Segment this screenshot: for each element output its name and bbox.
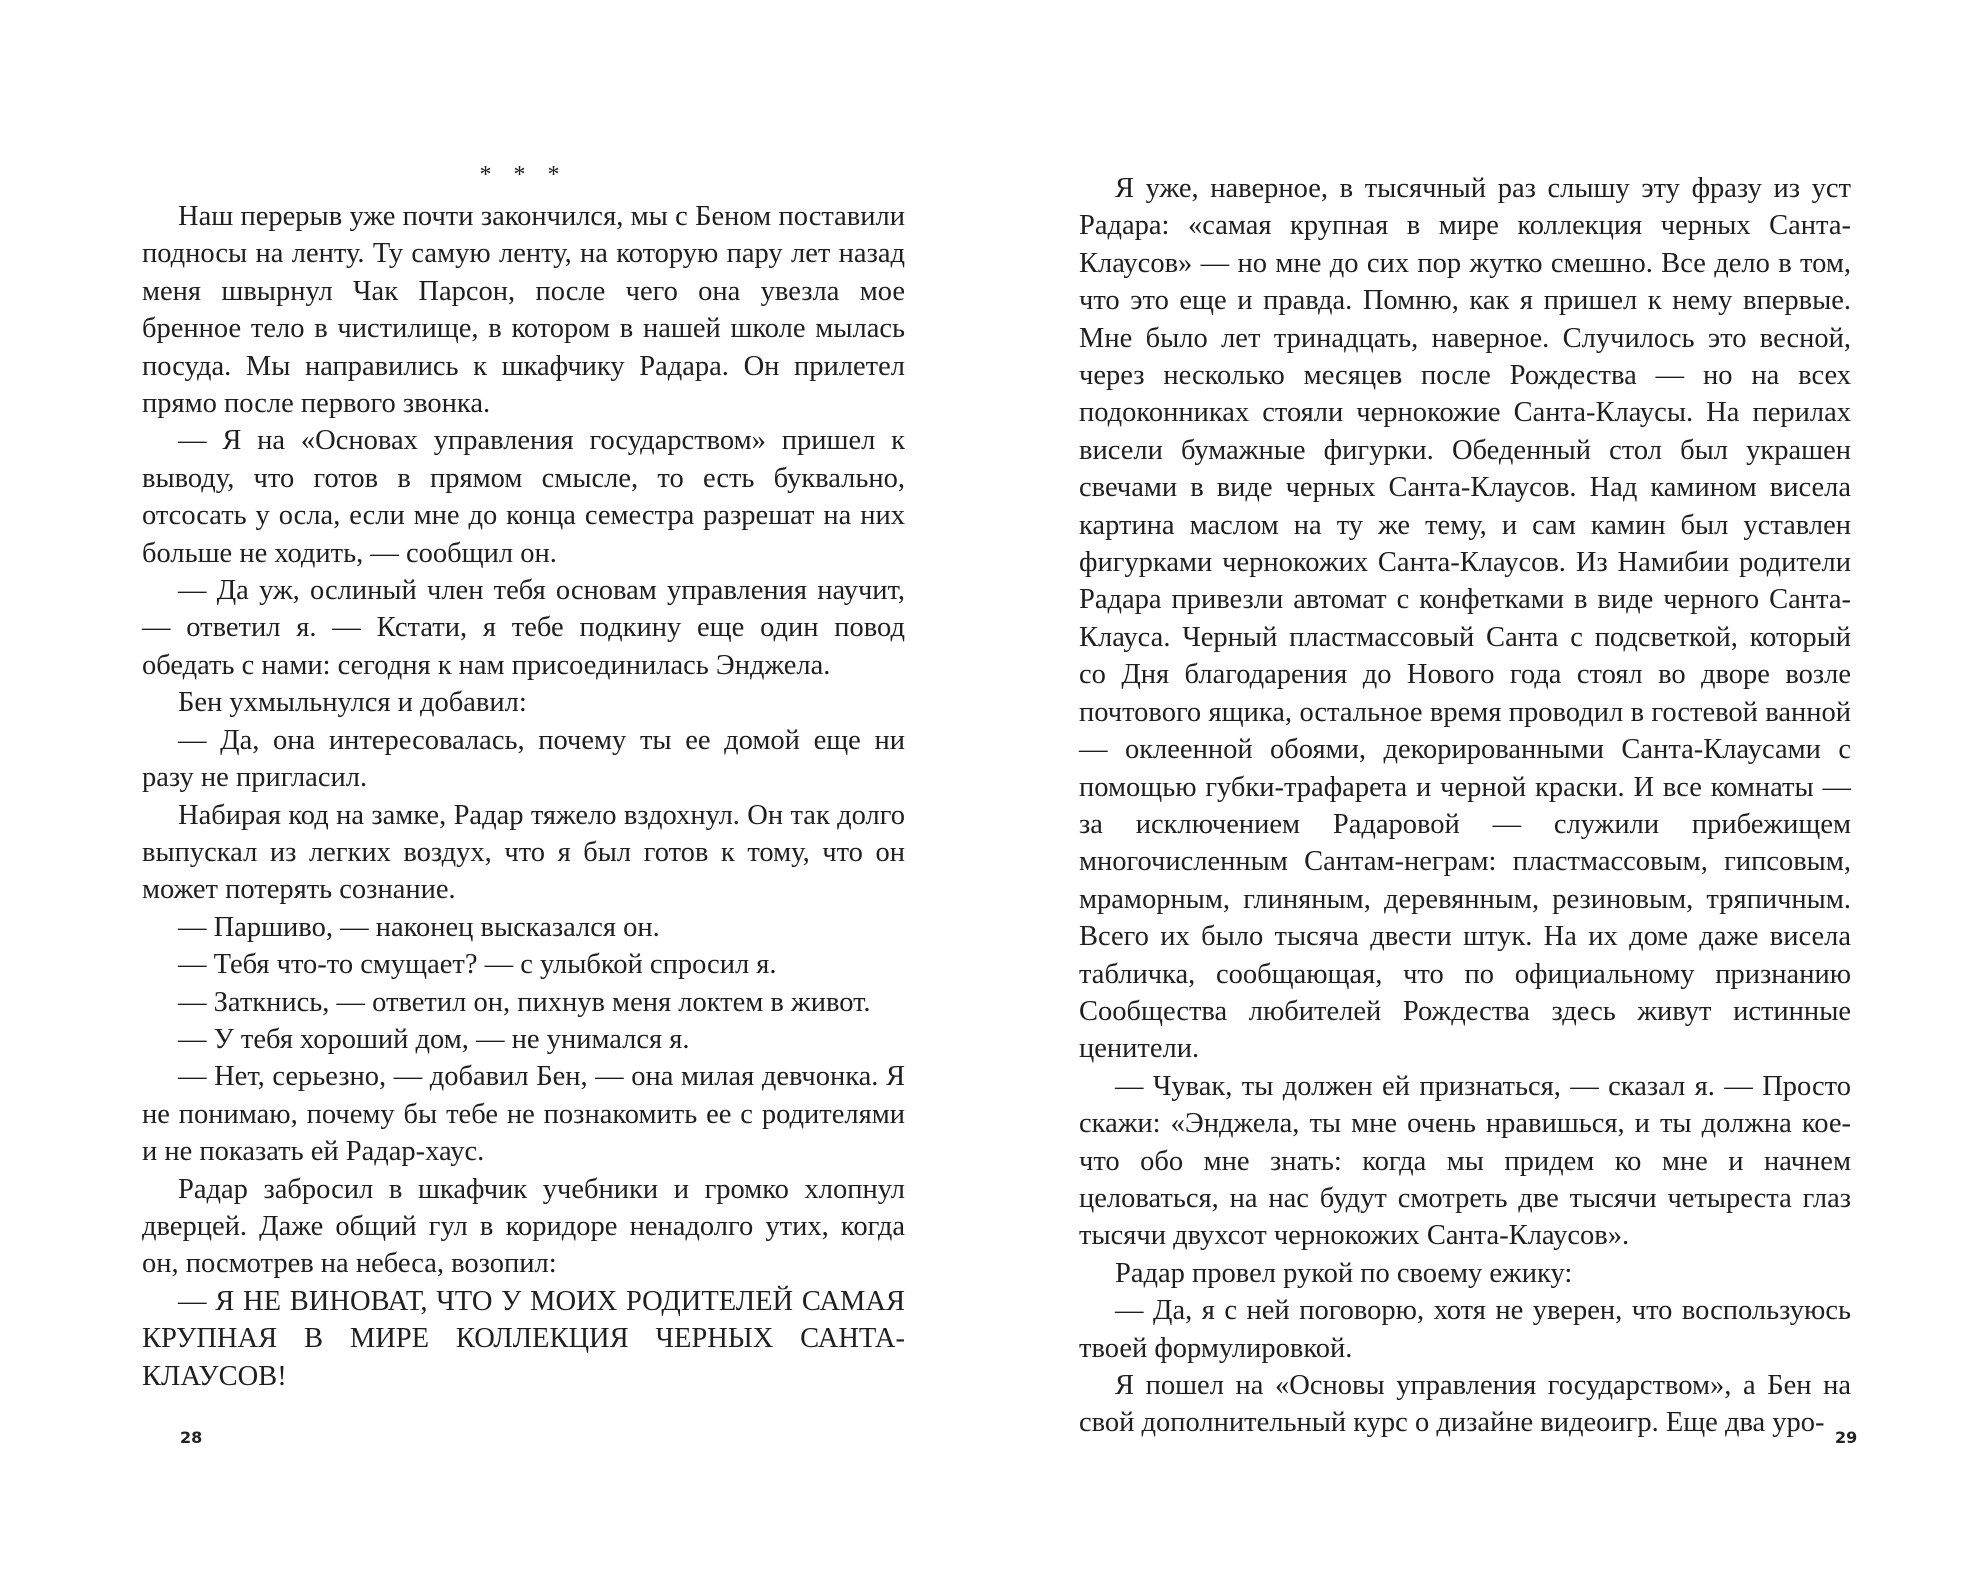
paragraph: — У тебя хороший дом, — не унимался я. xyxy=(178,1023,690,1055)
paragraph: — Да уж, ослиный член тебя основам управления научит, — ответил я. — Кстати, я тебе подкину еще один повод обедать с нами: сегодня к нам присоединилась Энджела. xyxy=(142,575,905,681)
paragraph: — Да, она интересовалась, почему ты ее домой еще ни разу не пригласил. xyxy=(142,724,905,794)
paragraph: — Я НЕ ВИНОВАТ, ЧТО У МОИХ РОДИТЕЛЕЙ САМАЯ КРУПНАЯ В МИРЕ КОЛЛЕКЦИЯ ЧЕРНЫХ САНТА-КЛАУСОВ! xyxy=(142,1285,905,1392)
right-page xyxy=(983,0,1966,1586)
right-text-column xyxy=(1079,170,1851,1442)
paragraph: — Заткнись, — ответил он, пихнув меня локтем в живот. xyxy=(178,986,871,1018)
paragraph: — Я на «Основах управления государством» пришел к выводу, что готов в прямом смысле, то есть буквально, отсосать у осла, если мне до конца семестра разрешат на них больше не ходить, — сообщил он. xyxy=(142,425,905,569)
paragraph: — Паршиво, — наконец высказался он. xyxy=(178,911,660,943)
paragraph: — Нет, серьезно, — добавил Бен, — она милая девчонка. Я не понимаю, почему бы тебе не познакомить ее с родителями и не показать ей Радар-хаус. xyxy=(142,1061,905,1168)
paragraph: Радар провел рукой по своему ежику: xyxy=(1115,1257,1573,1289)
paragraph: — Да, я с ней поговорю, хотя не уверен, что воспользуюсь твоей формулировкой. xyxy=(1079,1295,1851,1364)
page-number: 28 xyxy=(180,1428,203,1447)
section-separator: * * * xyxy=(479,162,568,188)
paragraph: — Тебя что-то смущает? — с улыбкой спросил я. xyxy=(178,949,777,981)
page-number: 29 xyxy=(1835,1428,1858,1447)
paragraph: Набирая код на замке, Радар тяжело вздохнул. Он так долго выпускал из легких воздух, что я был готов к тому, что он может потерять сознание. xyxy=(142,799,905,906)
left-text-column xyxy=(142,198,905,1395)
paragraph: Наш перерыв уже почти закончился, мы с Беном поставили подносы на ленту. Ту самую ленту, на которую пару лет назад меня швырнул Чак Парсон, после чего она увезла мое бренное тело в чистилище, в котором в нашей школе мылась посуда. Мы направились к шкафчику Радара. Он прилетел прямо после первого звонка. xyxy=(142,201,905,420)
paragraph: Радар забросил в шкафчик учебники и громко хлопнул дверцей. Даже общий гул в коридоре ненадолго утих, когда он, посмотрев на небеса, возопил: xyxy=(142,1173,905,1280)
paragraph: Я уже, наверное, в тысячный раз слышу эту фразу из уст Радара: «самая крупная в мире коллекция черных Санта-Клаусов» — но мне до сих пор жутко смешно. Все дело в том, что это еще и правда. Помню, как я пришел к нему впервые. Мне было лет тринадцать, наверное. Случилось это весной, через несколько месяцев после Рождества — но на всех подоконниках стояли чернокожие Санта-Клаусы. На перилах висели бумажные фигурки. Обеденный стол был украшен свечами в виде черных Санта-Клаусов. Над камином висела картина маслом на ту же тему, и сам камин был уставлен фигурками чернокожих Санта-Клаусов. Из Намибии родители Радара привезли автомат с конфетками в виде черного Санта-Клауса. Черный пластмассовый Санта с подсветкой, который со Дня благодарения до Нового года стоял во дворе возле почтового ящика, остальное время проводил в гостевой ванной — оклеенной обоями, декорированными Санта-Клаусами с помощью губки-трафарета и черной краски. И все комнаты — за исключением Радаровой — служили прибежищем многочисленным Сантам-неграм: пластмассовым, гипсовым, мраморным, глиняным, деревянным, резиновым, тряпичным. Всего их было тысяча двести штук. На их доме даже висела табличка, сообщающая, что по официальному признанию Сообщества любителей Рождества здесь живут истинные ценители. xyxy=(1079,173,1851,1065)
paragraph: Я пошел на «Основы управления государством», а Бен на свой дополнительный курс о дизайне видеоигр. Еще два уро- xyxy=(1079,1370,1851,1439)
paragraph: Бен ухмыльнулся и добавил: xyxy=(178,687,527,719)
paragraph: — Чувак, ты должен ей признаться, — сказал я. — Просто скажи: «Энджела, ты мне очень нравишься, и ты должна кое-что обо мне знать: когда мы придем ко мне и начнем целоваться, на нас будут смотреть две тысячи четыреста глаз тысячи двухсот чернокожих Санта-Клаусов». xyxy=(1079,1070,1851,1252)
